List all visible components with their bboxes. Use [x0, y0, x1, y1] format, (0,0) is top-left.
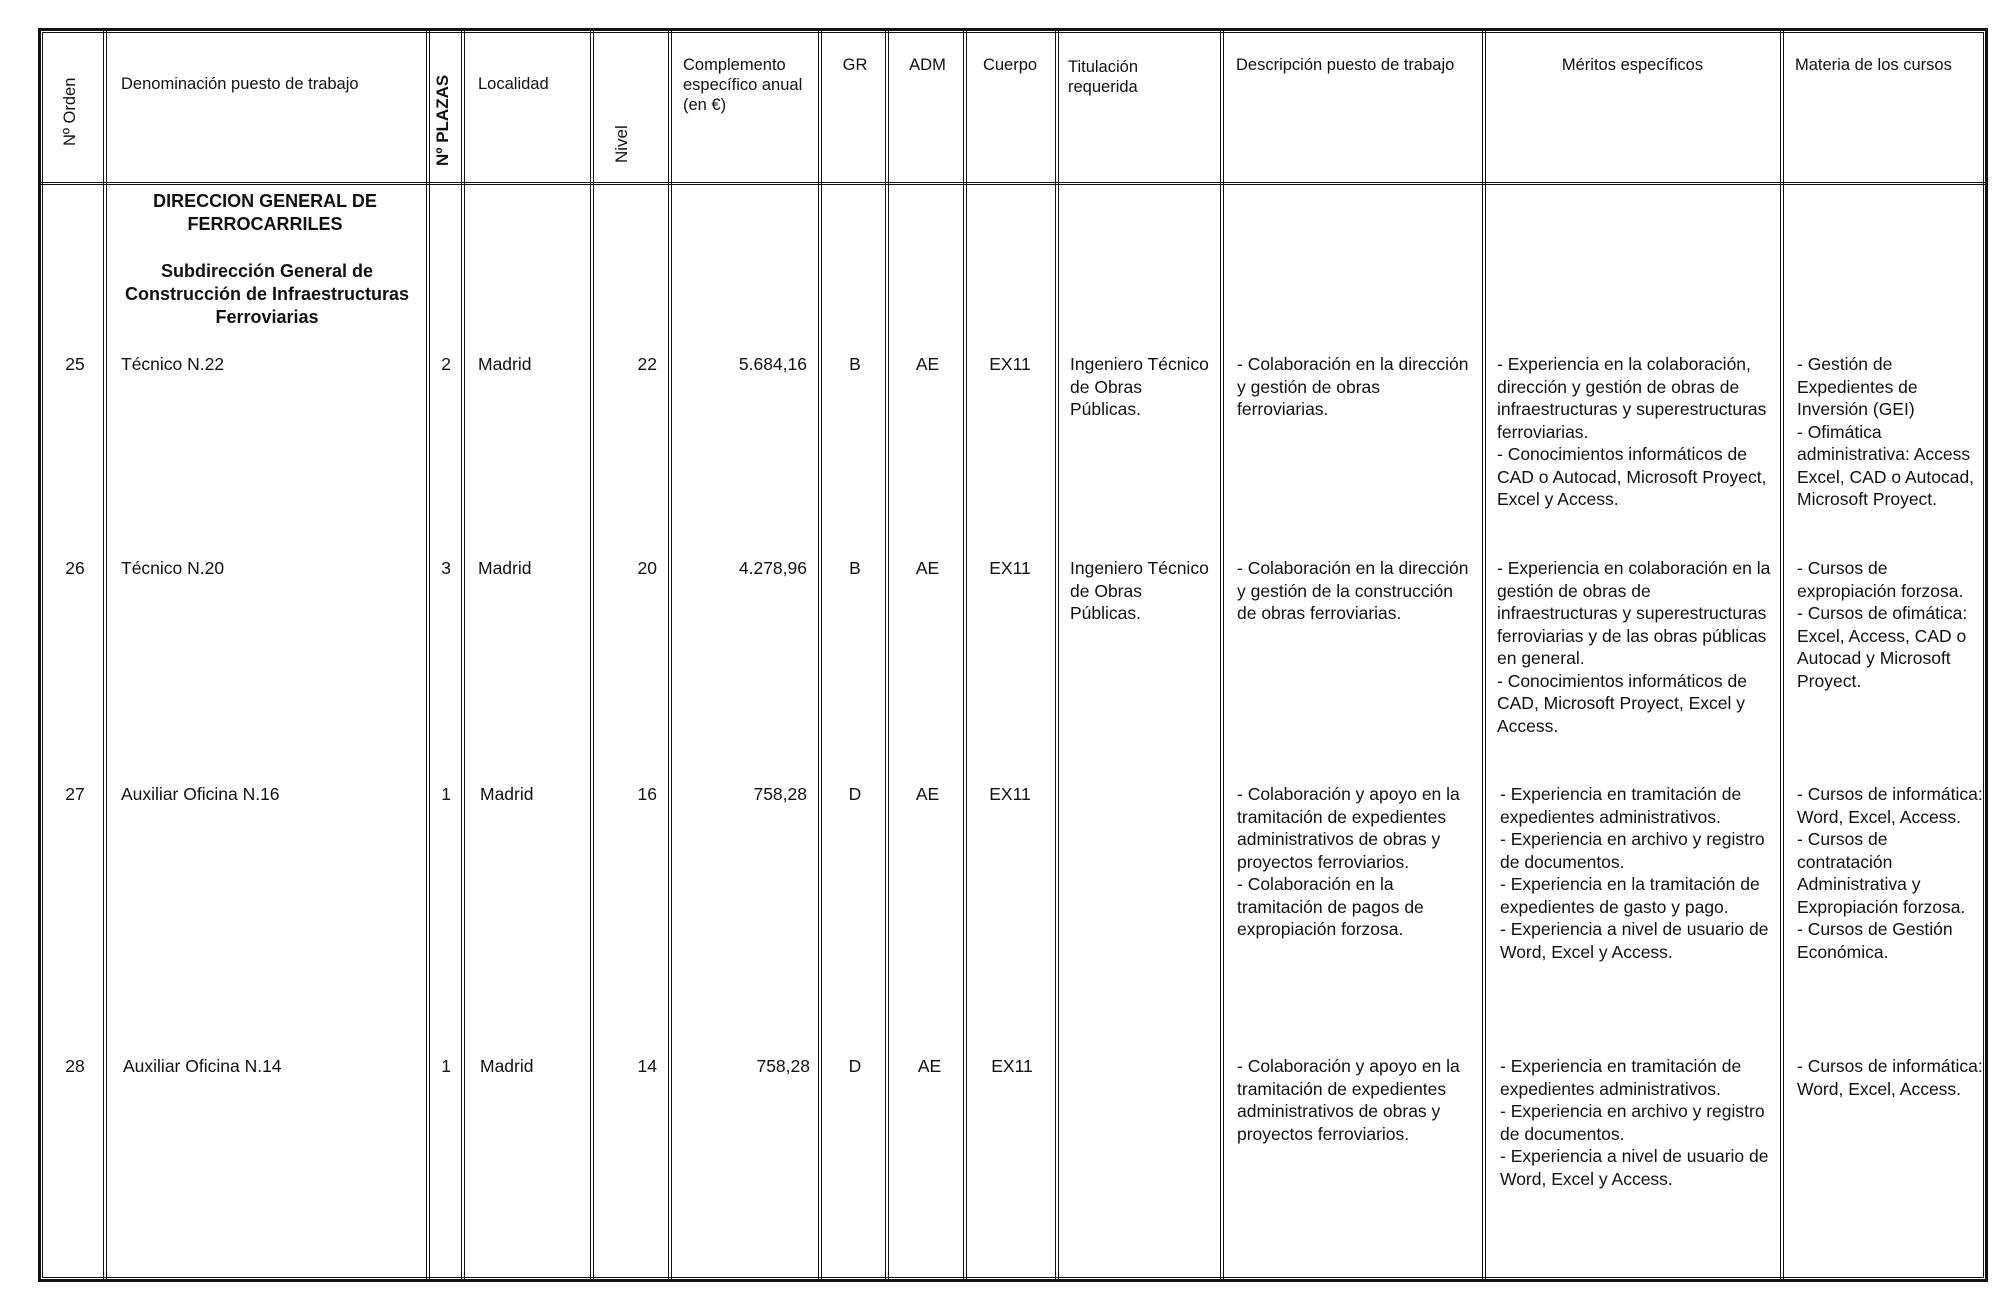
cell-adm: AE — [915, 784, 940, 804]
cell-adm: AE — [917, 1056, 942, 1076]
cell-nivel: 20 — [637, 558, 657, 578]
cell-titulacion: Ingeniero Técnico de Obras Públicas. — [1070, 558, 1209, 623]
header-titulacion: Titulación requerida — [1068, 58, 1139, 96]
cell-descripcion: - Colaboración en la dirección y gestión de obras ferroviarias. — [1237, 354, 1469, 419]
cell-denominacion: Auxiliar Oficina N.14 — [123, 1056, 282, 1076]
cell-denominacion: Auxiliar Oficina N.16 — [121, 784, 280, 804]
header-meritos: Méritos específicos — [1561, 56, 1704, 74]
cell-descripcion: - Colaboración en la dirección y gestión de la construcción de obras ferroviarias. — [1237, 558, 1469, 623]
cell-gr: D — [848, 784, 862, 804]
cell-cuerpo: EX11 — [991, 1056, 1033, 1076]
col-sep-meritos — [1780, 30, 1784, 1280]
header-localidad: Localidad — [478, 75, 549, 93]
header-gr: GR — [842, 56, 868, 74]
cell-plazas: 1 — [441, 784, 451, 804]
col-sep-cuerpo — [1055, 30, 1059, 1280]
cell-meritos: - Experiencia en colaboración en la gestión de obras de infraestructuras y superestructuras ferroviarias y de las obras públicas en general. - Conocimientos informáticos de CAD, Microsoft Proyect, Excel y Access. — [1497, 558, 1771, 736]
cell-descripcion: - Colaboración y apoyo en la tramitación de expedientes administrativos de obras y proyectos ferroviarios. — [1237, 1056, 1460, 1144]
col-sep-plazas — [461, 30, 465, 1280]
header-separator — [40, 182, 1986, 185]
cell-nivel: 22 — [637, 354, 657, 374]
cell-nivel: 14 — [637, 1056, 657, 1076]
col-sep-denominacion — [426, 30, 430, 1280]
header-denominacion: Denominación puesto de trabajo — [121, 75, 359, 93]
header-materia: Materia de los cursos — [1795, 56, 1952, 74]
section-subdireccion: Subdirección General de Construcción de Infraestructuras Ferroviarias — [124, 261, 410, 327]
cell-complemento: 758,28 — [756, 1056, 810, 1076]
cell-plazas: 3 — [441, 558, 451, 578]
cell-complemento: 758,28 — [753, 784, 807, 804]
cell-adm: AE — [915, 558, 940, 578]
cell-nivel: 16 — [637, 784, 657, 804]
header-descripcion: Descripción puesto de trabajo — [1236, 56, 1455, 74]
cell-cuerpo: EX11 — [989, 558, 1031, 578]
cell-orden: 28 — [65, 1056, 85, 1076]
cell-complemento: 4.278,96 — [738, 558, 807, 578]
cell-complemento: 5.684,16 — [738, 354, 807, 374]
cell-gr: D — [848, 1056, 862, 1076]
cell-plazas: 1 — [441, 1056, 451, 1076]
cell-orden: 26 — [65, 558, 85, 578]
cell-materia: - Gestión de Expedientes de Inversión (GEI) - Ofimática administrativa: Access Excel, CAD o Autocad, Microsoft Proyect. — [1797, 354, 1975, 509]
cell-adm: AE — [915, 354, 940, 374]
cell-titulacion: Ingeniero Técnico de Obras Públicas. — [1070, 354, 1209, 419]
cell-meritos: - Experiencia en tramitación de expedientes administrativos. - Experiencia en archivo y registro de documentos. - Experiencia en la tramitación de expedientes de gasto y pago. - Experiencia a nivel de usuario de Word, Excel y Access. — [1500, 784, 1769, 962]
col-sep-complemento — [818, 30, 822, 1280]
cell-cuerpo: EX11 — [989, 354, 1031, 374]
cell-meritos: - Experiencia en la colaboración, dirección y gestión de obras de infraestructuras y superestructuras ferroviarias. - Conocimientos informáticos de CAD o Autocad, Microsoft Proyect, Excel y Access. — [1497, 354, 1767, 509]
cell-orden: 25 — [65, 354, 85, 374]
col-sep-gr — [885, 30, 889, 1280]
header-nivel: Nivel — [612, 125, 631, 163]
cell-denominacion: Técnico N.22 — [121, 354, 225, 374]
header-plazas: Nº PLAZAS — [433, 74, 452, 166]
cell-gr: B — [849, 558, 861, 578]
col-sep-descripcion — [1482, 30, 1486, 1280]
cell-materia: - Cursos de expropiación forzosa. - Cursos de ofimática: Excel, Access, CAD o Autocad y Microsoft Proyect. — [1797, 558, 1968, 691]
col-sep-adm — [963, 30, 967, 1280]
col-sep-orden — [103, 30, 107, 1280]
cell-localidad: Madrid — [480, 784, 534, 804]
col-sep-nivel — [668, 30, 672, 1280]
cell-orden: 27 — [65, 784, 85, 804]
header-orden: Nº Orden — [61, 77, 79, 146]
cell-plazas: 2 — [441, 354, 451, 374]
header-complemento: Complemento específico anual (en €) — [683, 56, 803, 114]
cell-localidad: Madrid — [480, 1056, 534, 1076]
cell-localidad: Madrid — [478, 354, 532, 374]
cell-meritos: - Experiencia en tramitación de expedientes administrativos. - Experiencia en archivo y registro de documentos. - Experiencia a nivel de usuario de Word, Excel y Access. — [1500, 1056, 1769, 1189]
col-sep-titulacion — [1220, 30, 1224, 1280]
cell-gr: B — [849, 354, 861, 374]
cell-cuerpo: EX11 — [989, 784, 1031, 804]
header-cuerpo: Cuerpo — [982, 56, 1038, 74]
cell-descripcion: - Colaboración y apoyo en la tramitación de expedientes administrativos de obras y proyectos ferroviarios. - Colaboración en la tramitación de pagos de expropiación forzosa. — [1237, 784, 1460, 939]
cell-localidad: Madrid — [478, 558, 532, 578]
section-direccion: DIRECCION GENERAL DE FERROCARRILES — [153, 191, 377, 234]
header-adm: ADM — [909, 56, 946, 74]
cell-denominacion: Técnico N.20 — [121, 558, 225, 578]
col-sep-localidad — [590, 30, 594, 1280]
cell-materia: - Cursos de informática: Word, Excel, Access. — [1797, 1056, 1983, 1099]
cell-materia: - Cursos de informática: Word, Excel, Access. - Cursos de contratación Administrativa y Expropiación forzosa. - Cursos de Gestión Económica. — [1797, 784, 1983, 962]
